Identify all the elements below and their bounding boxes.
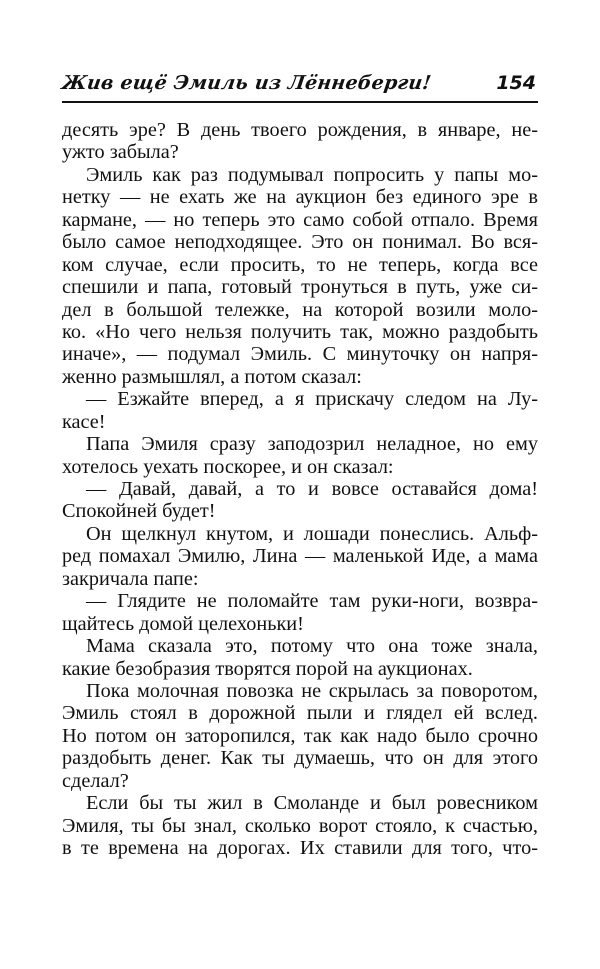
- text-line: ко. «Но чего нельзя получить так, можно раздобыть: [62, 320, 538, 343]
- text-line: сделал?: [62, 769, 129, 792]
- text-line: ред помахал Эмилю, Лина — маленькой Иде, а мама: [62, 545, 538, 568]
- text-line: хотелось уехать поскорее, и он сказал:: [62, 455, 394, 478]
- text-line: Папа Эмиля сразу заподозрил неладное, но ему: [86, 433, 538, 456]
- text-line: в те времена на дорогах. Их ставили для того, что-: [62, 837, 538, 859]
- text-line: закричала папе:: [62, 567, 199, 590]
- text-line: ужто забыла?: [62, 141, 179, 164]
- page-number: 154: [496, 72, 536, 94]
- text-line: — Давай, давай, а то и вовсе оставайся дома!: [86, 478, 538, 500]
- text-line: щайтесь домой целехоньки!: [62, 612, 304, 635]
- text-line: Пока молочная повозка не скрылась за поворотом,: [86, 679, 538, 702]
- text-line: дел в большой тележке, на которой возили моло-: [62, 298, 538, 321]
- text-line: Эмиль стоял в дорожной пыли и глядел ей вслед.: [62, 702, 538, 725]
- text-line: Спокойней будет!: [62, 500, 216, 523]
- header-rule: [62, 101, 538, 103]
- text-line: нетку — не ехать же на аукцион без единого эре в: [62, 186, 538, 209]
- text-line: было самое неподходящее. Это он понимал. Во вся-: [62, 231, 538, 254]
- text-line: какие безобразия творятся порой на аукционах.: [62, 657, 473, 680]
- text-line: Он щелкнул кнутом, и лошади понеслись. Альф-: [86, 522, 538, 545]
- text-line: Эмиль как раз подумывал попросить у папы мо-: [86, 163, 538, 186]
- text-line: — Глядите не поломайте там руки-ноги, возвра-: [86, 590, 538, 613]
- text-line: Мама сказала это, потому что она тоже знала,: [86, 635, 538, 658]
- text-line: иначе», — подумал Эмиль. С минуточку он напря-: [62, 343, 538, 366]
- text-line: кармане, — но теперь это само собой отпало. Время: [62, 208, 538, 231]
- text-line: — Езжайте вперед, а я прискачу следом на Лу-: [86, 388, 538, 411]
- text-line: спешили и папа, готовый тронуться в путь, уже си-: [62, 276, 538, 299]
- text-line: раздобыть денег. Как ты думаешь, что он для этого: [62, 747, 538, 770]
- text-line: касе!: [62, 410, 106, 433]
- text-line: Эмиля, ты бы знал, сколько ворот стояло, к счастью,: [62, 814, 538, 837]
- text-line: Если бы ты жил в Смоланде и был ровесником: [86, 792, 538, 815]
- text-line: десять эре? В день твоего рождения, в январе, не-: [62, 119, 538, 141]
- text-line: Но потом он заторопился, так как надо было срочно: [62, 724, 538, 747]
- running-title: Жив ещё Эмиль из Лённеберги!: [60, 72, 433, 94]
- body-text: [62, 119, 538, 859]
- text-line: женно размышлял, а потом сказал:: [62, 365, 362, 388]
- running-header: [62, 72, 538, 98]
- text-line: ком случае, если просить, то не теперь, когда все: [62, 253, 538, 276]
